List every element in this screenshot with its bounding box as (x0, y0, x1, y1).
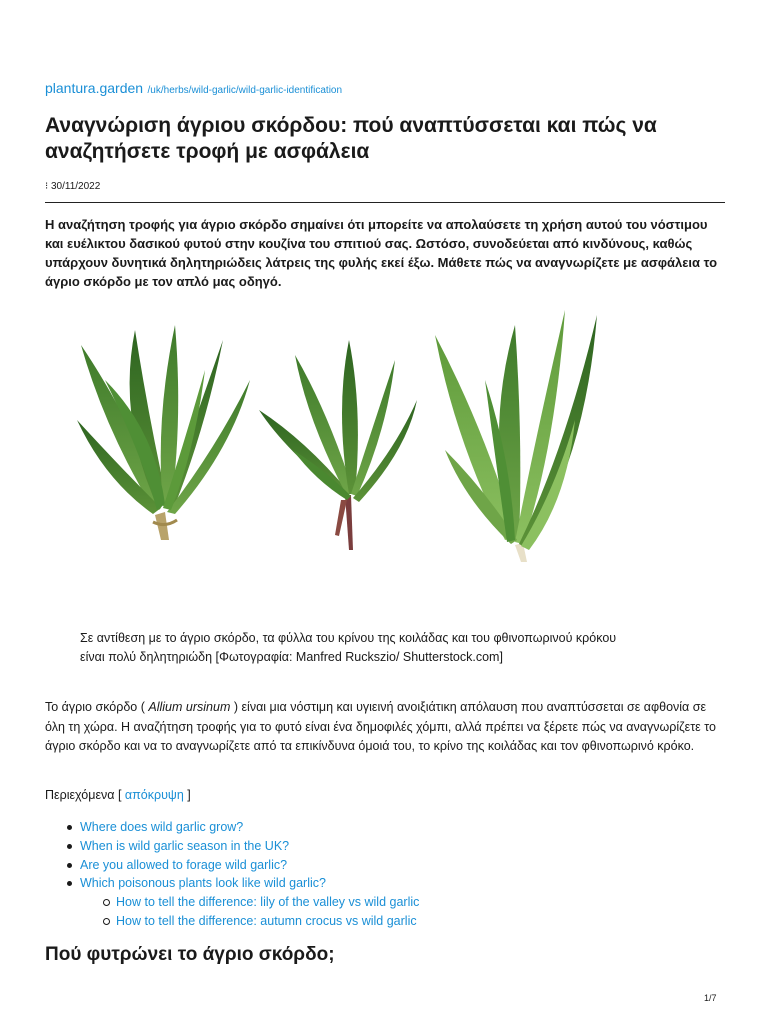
toc-label-close: ] (187, 788, 191, 802)
hollow-bullet-icon (103, 918, 110, 925)
meta-marker: ⁝ (45, 181, 49, 192)
table-of-contents (45, 818, 725, 931)
toc-subitem (45, 893, 725, 912)
toc-label-text: Περιεχόμενα [ (45, 788, 122, 802)
hollow-bullet-icon (103, 899, 110, 906)
plant-comparison-image (45, 300, 725, 590)
breadcrumb-path-link[interactable]: /uk/herbs/wild-garlic/wild-garlic-identification (147, 85, 343, 96)
article-meta (45, 181, 100, 192)
bullet-icon (67, 825, 72, 830)
toc-link[interactable]: Which poisonous plants look like wild garlic? (80, 876, 326, 891)
section-heading: Πού φυτρώνει το άγριο σκόρδο; (45, 944, 335, 965)
toc-item (45, 818, 725, 837)
lily-of-the-valley-bundle (259, 340, 417, 550)
toc-sublink[interactable]: How to tell the difference: autumn crocus vs wild garlic (116, 913, 417, 928)
bullet-icon (67, 881, 72, 886)
bullet-icon (67, 863, 72, 868)
toc-link[interactable]: When is wild garlic season in the UK? (80, 838, 290, 853)
paragraph-rest: ) είναι μια νόστιμη και υγιεινή ανοιξιάτικη απόλαυση που αναπτύσσεται σε αφθονία σε όλη τη χώρα. Η αναζήτηση τροφής για το φυτό είναι ένα δημοφιλές χόμπι, αλλά πρέπει να ξέρετε πώς να αναγνωρίζετε το άγριο σκόρδο και να το αναγνωρίζετε από τα επικίνδυνα όμοιά του, το κρίνο της κοιλάδας και τον φθινοπωρινό κρόκο. (45, 700, 716, 753)
toc-label (45, 788, 191, 802)
toc-item (45, 874, 725, 893)
publish-date: 30/11/2022 (50, 181, 101, 192)
breadcrumb (45, 80, 342, 98)
page-number: 1/7 (704, 993, 717, 1003)
image-caption: Σε αντίθεση με το άγριο σκόρδο, τα φύλλα του κρίνου της κοιλάδας και του φθινοπωρινού κρόκου είναι πολύ δηλητηριώδη [Φωτογραφία: Manfred Ruckszio/ Shutterstock.com] (80, 631, 617, 664)
toc-link[interactable]: Are you allowed to forage wild garlic? (80, 857, 288, 872)
intro-paragraph: Η αναζήτηση τροφής για άγριο σκόρδο σημαίνει ότι μπορείτε να απολαύσετε τη χρήση αυτού του νόστιμου και ευέλικτου δασικού φυτού στην κουζίνα του σπιτιού σας. Ωστόσο, συνοδεύεται από κινδύνους, καθώς υπάρχουν δυνητικά δηλητηριώδεις λάτρεις της φυλής εκεί έξω. Μάθετε πώς να αναγνωρίζετε με ασφάλεια το άγριο σκόρδο με τον απλό μας οδηγό. (45, 217, 718, 289)
toc-sublink[interactable]: How to tell the difference: lily of the valley vs wild garlic (116, 895, 420, 910)
header-divider (45, 202, 725, 203)
toc-item (45, 837, 725, 856)
breadcrumb-domain-link[interactable]: plantura.garden (45, 80, 144, 96)
body-paragraph (45, 698, 725, 757)
toc-link[interactable]: Where does wild garlic grow? (80, 820, 244, 834)
autumn-crocus-bundle (435, 310, 597, 562)
toc-subitem (45, 912, 725, 931)
paragraph-start: Το άγριο σκόρδο ( (45, 700, 145, 714)
toc-item (45, 856, 725, 875)
wild-garlic-bundle (77, 325, 250, 540)
toc-hide-link[interactable]: απόκρυψη (124, 788, 184, 802)
latin-name: Allium ursinum (148, 700, 231, 714)
page-title: Αναγνώριση άγριου σκόρδου: πού αναπτύσσεται και πώς να αναζητήσετε τροφή με ασφάλεια (45, 114, 657, 163)
bullet-icon (67, 844, 72, 849)
